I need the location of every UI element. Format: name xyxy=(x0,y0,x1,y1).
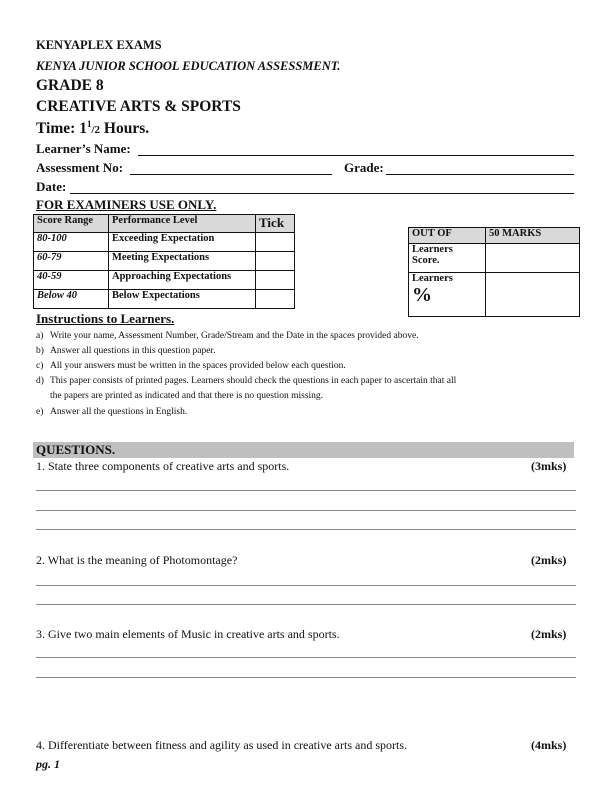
learners-score-cell[interactable] xyxy=(486,244,580,273)
learners-percent-label xyxy=(409,273,486,317)
item-marker: b) xyxy=(36,346,44,356)
instruction-item xyxy=(36,407,187,417)
score-range: 40-59 xyxy=(34,271,109,290)
learners-score-label: Learners Score. xyxy=(409,244,486,273)
question-1-marks: (3mks) xyxy=(531,459,567,473)
time-sup: 1 xyxy=(86,119,92,129)
item-marker: e) xyxy=(36,407,44,417)
question-3: 3. Give two main elements of Music in creative arts and sports. xyxy=(36,627,340,641)
question-4-marks: (4mks) xyxy=(531,738,567,752)
instruction-item xyxy=(36,361,346,371)
answer-line[interactable] xyxy=(36,490,576,491)
pct-symbol: % xyxy=(412,284,432,306)
time-allowed xyxy=(36,119,149,138)
grade-label: Grade: xyxy=(344,160,384,175)
answer-line[interactable] xyxy=(36,657,576,658)
performance-level: Exceeding Expectation xyxy=(109,233,256,252)
instruction-item xyxy=(36,376,456,386)
item-text: the papers are printed as indicated and that there is no question missing. xyxy=(50,391,324,401)
name-field[interactable] xyxy=(138,155,574,156)
question-1: 1. State three components of creative arts and sports. xyxy=(36,459,290,473)
score-range: 80-100 xyxy=(34,233,109,252)
item-text: Answer all questions in this question paper. xyxy=(50,346,216,356)
out-of-label: OUT OF xyxy=(409,228,486,244)
col-tick: Tick xyxy=(256,215,295,233)
item-text: All your answers must be written in the spaces provided below each question. xyxy=(50,361,346,371)
answer-line[interactable] xyxy=(36,529,576,530)
answer-line[interactable] xyxy=(36,677,576,678)
tick-cell[interactable] xyxy=(256,290,295,309)
examiners-title: FOR EXAMINERS USE ONLY. xyxy=(36,197,217,212)
assessment-no-label: Assessment No: xyxy=(36,160,124,175)
performance-level: Below Expectations xyxy=(109,290,256,309)
answer-line[interactable] xyxy=(36,510,576,511)
instructions-title: Instructions to Learners. xyxy=(36,311,175,326)
org-name: KENYAPLEX EXAMS xyxy=(36,38,162,52)
tick-cell[interactable] xyxy=(256,252,295,271)
table-row xyxy=(34,252,295,271)
score-range: Below 40 xyxy=(34,290,109,309)
instruction-item xyxy=(36,391,323,401)
time-prefix: Time: 1 xyxy=(36,120,87,138)
tick-cell[interactable] xyxy=(256,271,295,290)
score-range: 60-79 xyxy=(34,252,109,271)
time-suffix: Hours. xyxy=(100,120,150,138)
item-marker: c) xyxy=(36,361,44,371)
answer-line[interactable] xyxy=(36,585,576,586)
page-number: pg. 1 xyxy=(36,757,60,771)
grade-title: GRADE 8 xyxy=(36,77,104,94)
questions-header: QUESTIONS. xyxy=(33,442,574,458)
score-table xyxy=(408,227,580,317)
name-label: Learner’s Name: xyxy=(36,141,131,156)
col-score-range: Score Range xyxy=(34,215,109,233)
answer-line[interactable] xyxy=(36,604,576,605)
performance-level: Approaching Expectations xyxy=(109,271,256,290)
question-4: 4. Differentiate between fitness and agility as used in creative arts and sports. xyxy=(36,738,407,752)
item-text: Answer all the questions in English. xyxy=(50,407,188,417)
item-marker: a) xyxy=(36,331,44,341)
time-sub: /2 xyxy=(91,124,101,137)
instruction-item xyxy=(36,331,419,341)
performance-table xyxy=(33,214,295,309)
table-row xyxy=(34,233,295,252)
table-row xyxy=(34,290,295,309)
pct-label: Learners xyxy=(412,273,453,284)
learners-percent-cell[interactable] xyxy=(486,273,580,317)
total-marks: 50 MARKS xyxy=(486,228,580,244)
performance-level: Meeting Expectations xyxy=(109,252,256,271)
tick-cell[interactable] xyxy=(256,233,295,252)
date-field[interactable] xyxy=(70,193,574,194)
date-label: Date: xyxy=(36,179,67,194)
item-text: Write your name, Assessment Number, Grade/Stream and the Date in the spaces provided above. xyxy=(50,331,419,341)
table-row xyxy=(34,271,295,290)
item-marker: d) xyxy=(36,376,44,386)
item-text: This paper consists of printed pages. Learners should check the questions in each paper to ascertain that all xyxy=(50,376,457,386)
subject-title: CREATIVE ARTS & SPORTS xyxy=(36,98,241,115)
assessment-name: KENYA JUNIOR SCHOOL EDUCATION ASSESSMENT. xyxy=(36,59,341,73)
assessment-no-field[interactable] xyxy=(130,174,332,175)
instruction-item xyxy=(36,346,215,356)
question-2-marks: (2mks) xyxy=(531,553,567,567)
grade-field[interactable] xyxy=(386,174,574,175)
question-2: 2. What is the meaning of Photomontage? xyxy=(36,553,238,567)
col-performance: Performance Level xyxy=(109,215,256,233)
question-3-marks: (2mks) xyxy=(531,627,567,641)
